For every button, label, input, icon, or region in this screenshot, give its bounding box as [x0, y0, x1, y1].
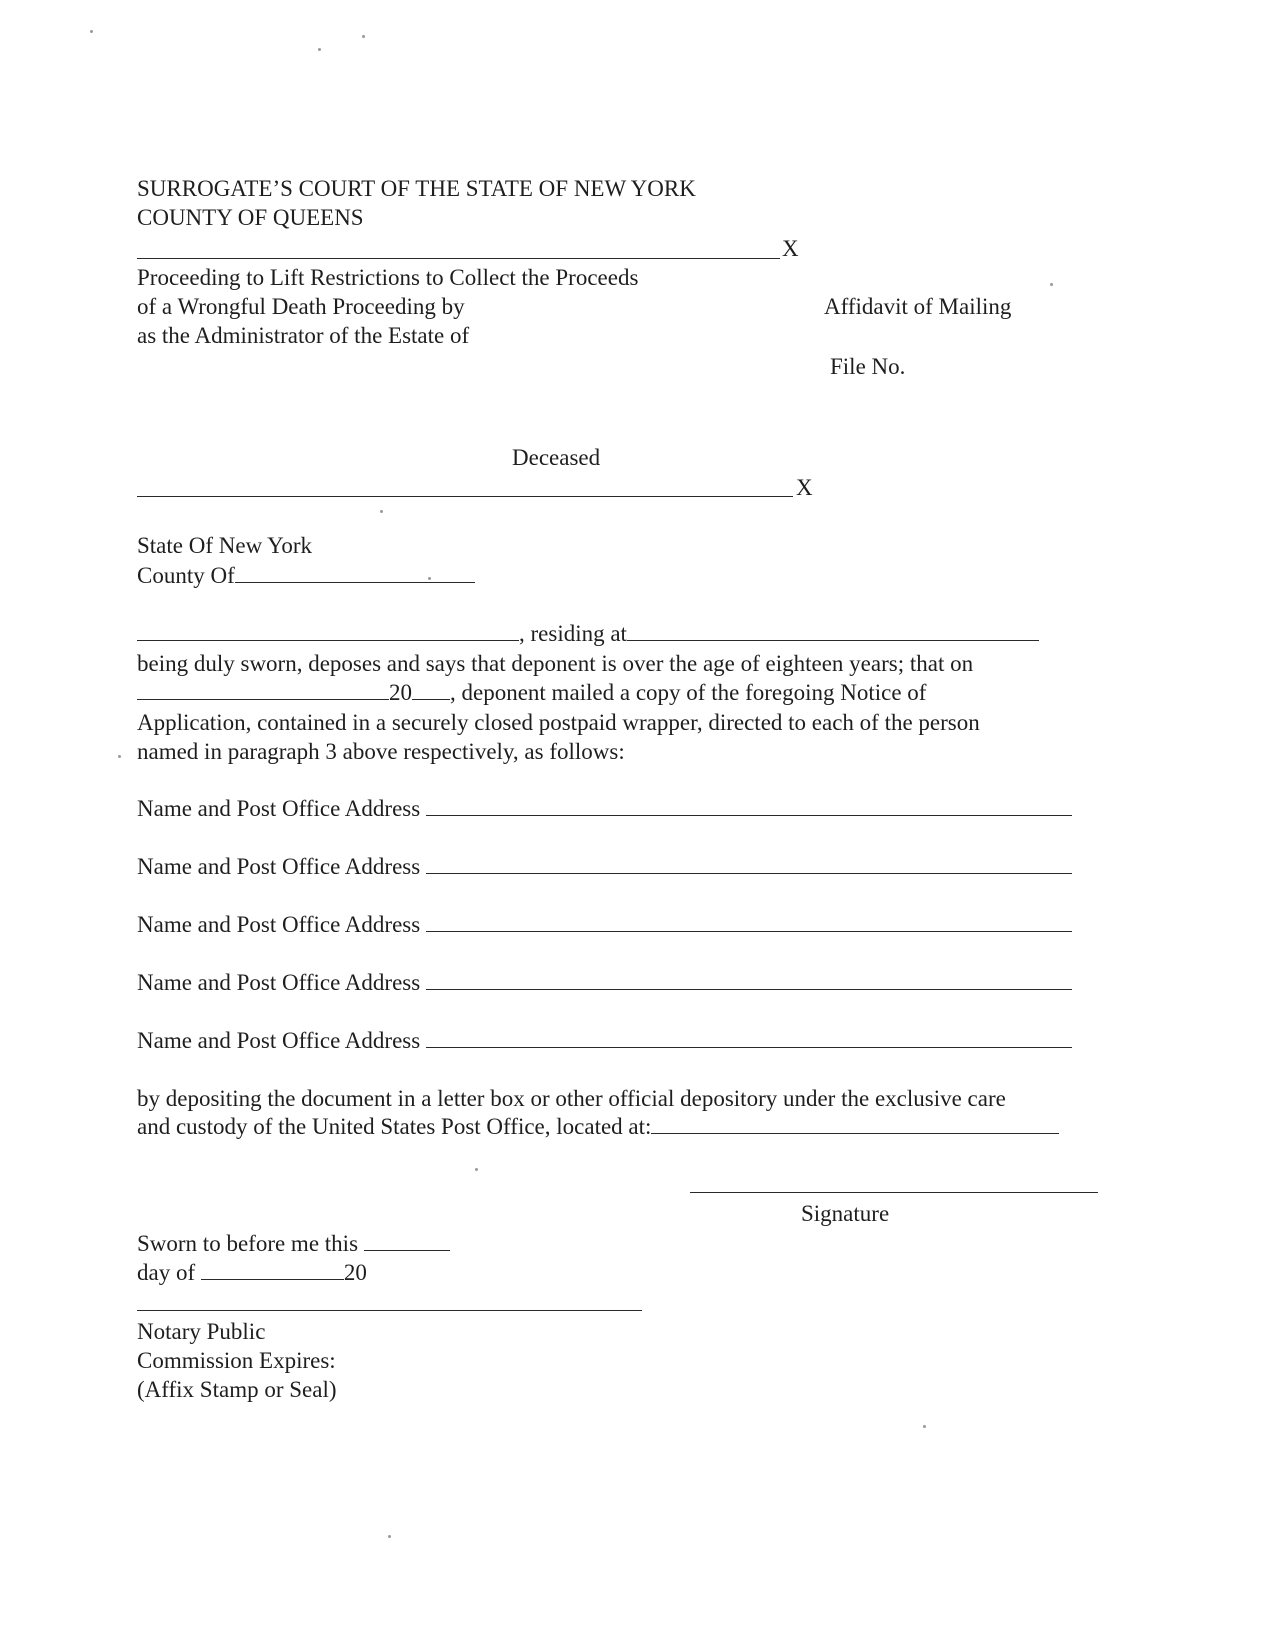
body-line-2-text: , deponent mailed a copy of the foregoing Notice of — [450, 680, 927, 705]
address-label: Name and Post Office Address — [137, 970, 421, 995]
address-row-5 — [137, 1027, 1072, 1055]
jurat-year-prefix: 20 — [343, 1260, 367, 1285]
address-label: Name and Post Office Address — [137, 854, 421, 879]
signature-label: Signature — [801, 1201, 890, 1226]
signature-line[interactable] — [690, 1192, 1098, 1193]
caption-line-1: Proceeding to Lift Restrictions to Collect the Proceeds — [137, 265, 639, 290]
scan-speck — [362, 35, 365, 38]
scan-speck — [90, 30, 93, 33]
scan-speck — [428, 577, 431, 580]
caption-top-rule — [137, 258, 780, 259]
address-blank-2[interactable] — [426, 853, 1072, 874]
deposit-line-2-text: and custody of the United States Post Office, located at: — [137, 1114, 652, 1139]
caption-line-3: as the Administrator of the Estate of — [137, 323, 470, 348]
mailing-date-blank[interactable] — [137, 679, 389, 700]
deponent-line — [137, 620, 1039, 648]
venue-county — [137, 562, 475, 590]
scan-speck — [1050, 283, 1053, 286]
county-name: COUNTY OF QUEENS — [137, 205, 364, 230]
notary-public-label: Notary Public — [137, 1319, 266, 1344]
caption-bottom-rule — [137, 496, 793, 497]
venue-county-label: County Of — [137, 563, 235, 588]
address-label: Name and Post Office Address — [137, 796, 421, 821]
deposit-line-1: by depositing the document in a letter box or other official depository under the exclusive care — [137, 1086, 1006, 1111]
day-of-text: day of — [137, 1260, 196, 1285]
residing-at-label: , residing at — [519, 621, 627, 646]
sworn-month-blank[interactable] — [201, 1259, 344, 1280]
address-blank-5[interactable] — [426, 1027, 1072, 1048]
body-line-3: Application, contained in a securely closed postpaid wrapper, directed to each of the person — [137, 710, 980, 735]
scan-speck — [118, 755, 121, 758]
address-row-3 — [137, 911, 1072, 939]
address-row-4 — [137, 969, 1072, 997]
caption-line-2: of a Wrongful Death Proceeding by — [137, 294, 465, 319]
residence-blank[interactable] — [627, 620, 1039, 641]
address-row-2 — [137, 853, 1072, 881]
deponent-name-blank[interactable] — [137, 620, 519, 641]
address-blank-3[interactable] — [426, 911, 1072, 932]
sworn-line — [137, 1230, 450, 1258]
body-line-1: being duly sworn, deposes and says that deponent is over the age of eighteen years; that on — [137, 651, 974, 676]
scan-speck — [318, 48, 321, 51]
court-name: SURROGATE’S COURT OF THE STATE OF NEW YORK — [137, 176, 696, 201]
body-line-2 — [137, 679, 926, 707]
scan-speck — [388, 1535, 391, 1538]
address-blank-4[interactable] — [426, 969, 1072, 990]
file-no-label: File No. — [830, 354, 906, 379]
address-label: Name and Post Office Address — [137, 912, 421, 937]
commission-expires-label: Commission Expires: — [137, 1348, 336, 1373]
body-line-4: named in paragraph 3 above respectively, as follows: — [137, 739, 625, 764]
scan-speck — [475, 1168, 478, 1171]
scan-speck — [380, 510, 383, 513]
post-office-location-blank[interactable] — [651, 1113, 1059, 1134]
sworn-text: Sworn to before me this — [137, 1231, 359, 1256]
address-blank-1[interactable] — [426, 795, 1072, 816]
sworn-day-blank[interactable] — [364, 1230, 450, 1251]
document-title: Affidavit of Mailing — [824, 294, 1012, 319]
venue-state: State Of New York — [137, 533, 313, 558]
year-blank[interactable] — [412, 679, 450, 700]
scan-speck — [923, 1425, 926, 1428]
caption-top-x: X — [782, 236, 799, 261]
address-row-1 — [137, 795, 1072, 823]
deposit-line-2 — [137, 1113, 1059, 1141]
deceased-label: Deceased — [512, 445, 601, 470]
county-blank[interactable] — [235, 562, 475, 583]
caption-bottom-x: X — [796, 475, 813, 500]
address-label: Name and Post Office Address — [137, 1028, 421, 1053]
notary-signature-line[interactable] — [137, 1310, 642, 1311]
year-prefix: 20 — [389, 680, 412, 705]
affix-stamp-label: (Affix Stamp or Seal) — [137, 1377, 337, 1402]
day-of-line — [137, 1259, 367, 1287]
